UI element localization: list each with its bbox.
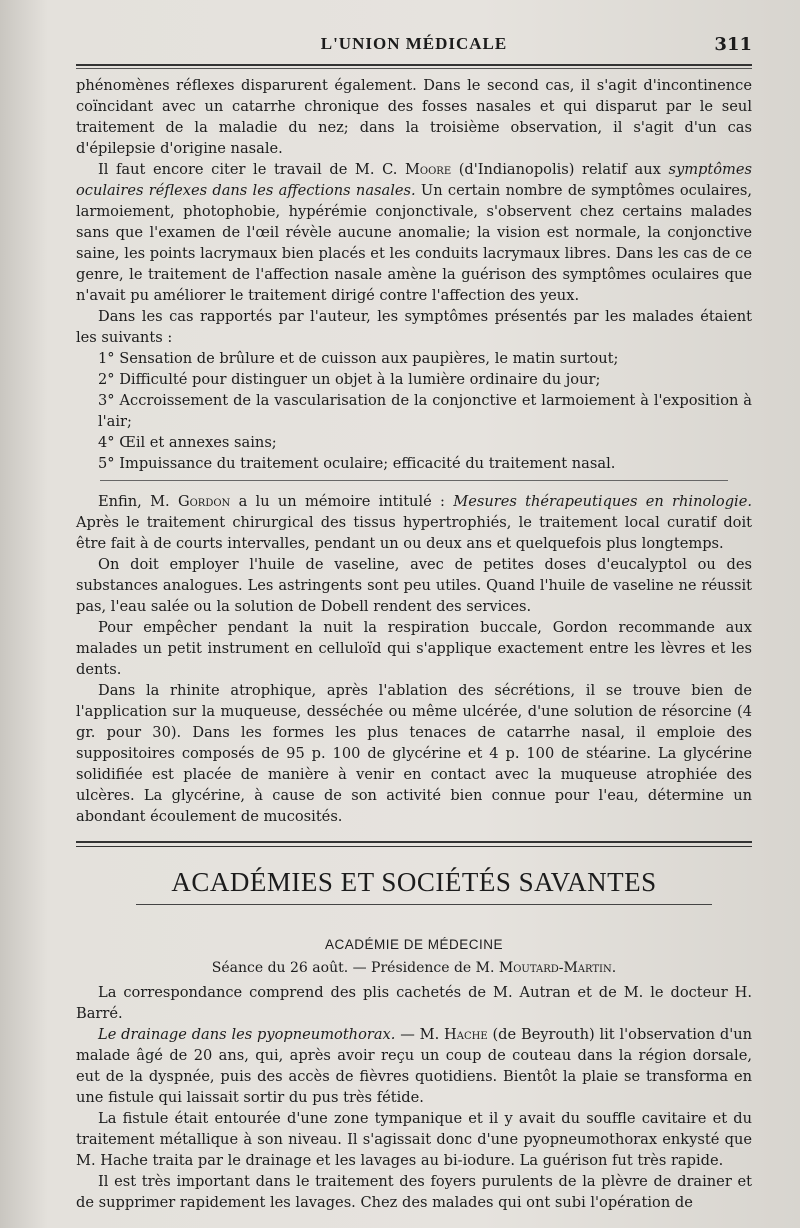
paragraph: Il est très important dans le traitement des foyers purulents de la plèvre de drainer et de supprimer rapidement les lavages. Chez des malades qui ont subi l'opération de [76, 1173, 752, 1211]
list-item: 3° Accroissement de la vascularisation de la conjonctive et larmoiement à l'exposition à l'air; [98, 392, 752, 430]
text-run: Après le traitement chirurgical des tissus hypertrophiés, le traitement local curatif doit être fait à de courts intervalles, pendant un ou deux ans et quelquefois plus longtemps. [76, 514, 752, 552]
double-rule [76, 841, 752, 847]
paragraph: On doit employer l'huile de vaseline, avec de petites doses d'eucalyptol ou des substances analogues. Les astringents sont peu utiles. Quand l'huile de vaseline ne réussit pas, l'eau salée ou la solution de Dobell rendent des services. [76, 556, 752, 615]
header-rule-thin [76, 68, 752, 69]
separator [100, 480, 728, 481]
work-title: Mesures thérapeutiques en rhinologie. [453, 493, 752, 510]
text-run: — M. [395, 1026, 445, 1043]
paragraph: Pour empêcher pendant la nuit la respiration buccale, Gordon recommande aux malades un petit instrument en celluloïd qui s'applique exactement entre les lèvres et les dents. [76, 619, 752, 678]
text-run: (de Beyrouth) lit l'observation d'un malade âgé de 20 ans, qui, après avoir reçu un coup de couteau dans la région dorsale, eut de la dyspnée, puis des accès de fièvres quotidiens. Bientôt la plaie se transforma en une fistule qui laissait sortir du pus très fétide. [76, 1026, 753, 1106]
header-rule [76, 64, 752, 66]
list-item: 2° Difficulté pour distinguer un objet à la lumière ordinaire du jour; [98, 371, 601, 388]
symptom-list [76, 348, 752, 474]
paragraph: La correspondance comprend des plis cachetés de M. Autran et de M. le docteur H. Barré. [76, 984, 752, 1022]
text-run: Séance du 26 août. — Présidence de M. [211, 960, 499, 976]
page-number: 311 [714, 34, 752, 55]
author-name: Hache [444, 1026, 488, 1043]
session-line [76, 960, 752, 976]
paragraph: Dans les cas rapportés par l'auteur, les symptômes présentés par les malades étaient les suivants : [76, 308, 752, 346]
author-name: Gordon [177, 493, 231, 510]
moore-paragraph [76, 159, 752, 306]
section-rule [136, 904, 712, 905]
paragraph: Dans la rhinite atrophique, après l'ablation des sécrétions, il se trouve bien de l'application sur la muqueuse, desséchée ou même ulcérée, d'une solution de résorcine (4 gr. pour 30). Dans les formes les plus tenaces de catarrhe nasal, il emploie des suppositoires composés de 95 p. 100 de glycérine et 4 p. 100 de stéarine. La glycérine solidifiée est placée de manière à venir en contact avec la muqueuse atrophiée des ulcères. La glycérine, à cause de son activité bien connue pour l'eau, détermine un abondant écoulement de mucosités. [76, 682, 752, 825]
report-title: Le drainage dans les pyopneumothorax. [98, 1026, 396, 1043]
drainage-paragraph [76, 1024, 752, 1108]
journal-title: L'UNION MÉDICALE [320, 34, 508, 53]
work-title: symptômes oculaires réflexes dans les affections nasales. [76, 161, 752, 199]
gordon-paragraph [76, 491, 752, 554]
list-item: 5° Impuissance du traitement oculaire; efficacité du traitement nasal. [98, 455, 616, 472]
text-run: Enfin, M. [98, 493, 178, 510]
text-run: Un certain nombre de symptômes oculaires, larmoiement, photophobie, hypérémie conjonctivale, s'observent chez certains malades sans que l'examen de l'œil révèle aucune anomalie; la vision est normale, la conjonctive saine, les points lacrymaux bien placés et les conduits lacrymaux libres. Dans les cas de ce genre, le traitement de l'affection nasale amène la guérison des symptômes oculaires que n'avait pu améliorer le traitement dirigé contre l'affection des yeux. [76, 182, 752, 304]
paragraph: phénomènes réflexes disparurent également. Dans le second cas, il s'agit d'incontinence coïncidant avec un catarrhe chronique des fosses nasales et qui disparut par le seul traitement de la maladie du nez; dans la troisième observation, il s'agit d'un cas d'épilepsie d'origine nasale. [76, 77, 752, 157]
text-run: (d'Indianopolis) relatif aux [451, 161, 669, 178]
paragraph: La fistule était entourée d'une zone tympanique et il y avait du souffle cavitaire et du traitement métallique à son niveau. Il s'agissait donc d'une pyopneumothorax enkysté que M. Hache traita par le drainage et les lavages au bi-iodure. La guérison fut très rapide. [76, 1110, 752, 1169]
list-item: 4° Œil et annexes sains; [98, 434, 277, 451]
president-name: Moutard-Martin. [498, 960, 617, 976]
text-run: a lu un mémoire intitulé : [230, 493, 454, 510]
section-title: ACADÉMIES ET SOCIÉTÉS SAVANTES [171, 867, 657, 897]
academy-heading: ACADÉMIE DE MÉDECINE [324, 937, 504, 952]
author-name: Moore [404, 161, 452, 178]
list-item: 1° Sensation de brûlure et de cuisson aux paupières, le matin surtout; [98, 350, 619, 367]
text-run: Il faut encore citer le travail de M. C. [98, 161, 405, 178]
running-header [76, 34, 752, 60]
